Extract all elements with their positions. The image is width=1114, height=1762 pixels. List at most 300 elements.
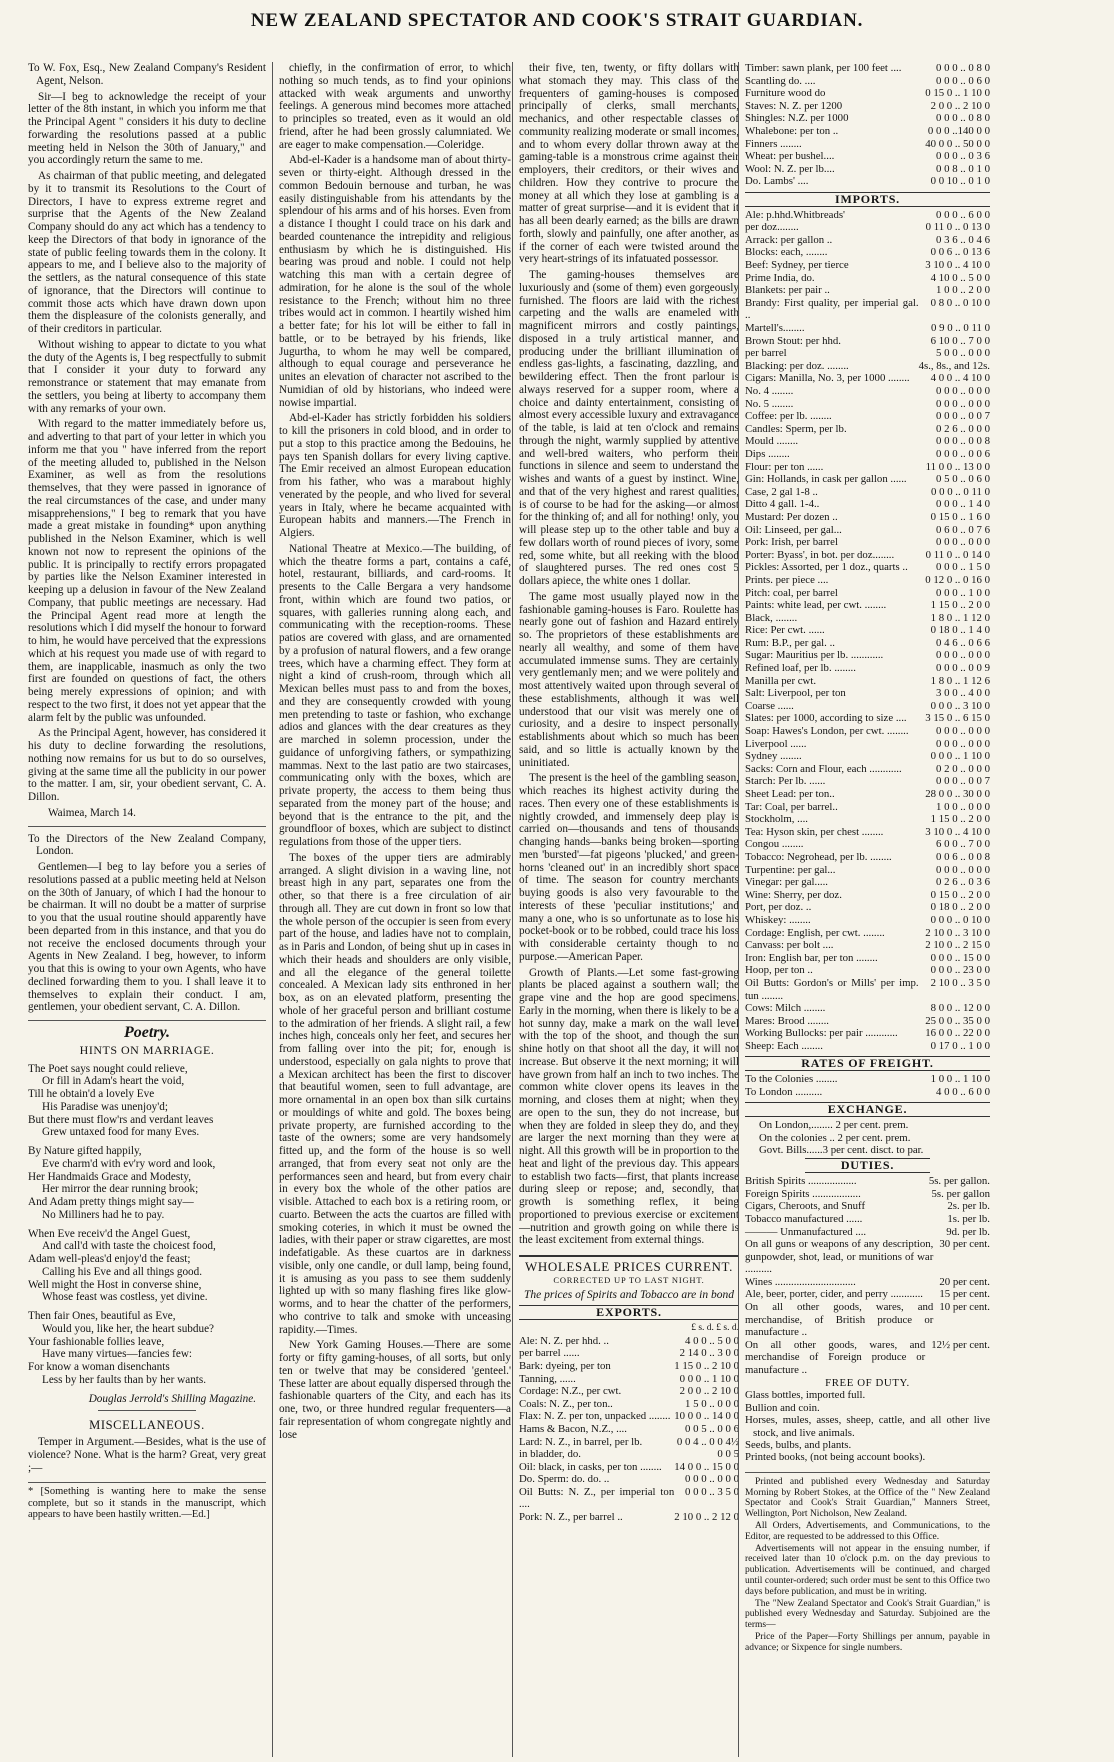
price-row [745,75,990,88]
price-value: 2 10 0 .. 2 15 0 [925,939,990,952]
duty-row [745,1213,990,1226]
duty-rate: 20 per cent. [939,1275,990,1288]
price-value: 0 9 0 .. 0 11 0 [931,322,990,335]
currency-header: £ s. d. £ s. d. [691,1323,739,1333]
price-row [519,1385,739,1398]
price-value: 10 0 0 .. 14 0 0 [674,1410,739,1423]
price-item: Porter: Byass', in bot. per doz........ [745,548,895,561]
price-item: Hams & Bacon, N.Z., .... [519,1422,627,1435]
price-value: 0 0 4 .. 0 0 4½ [676,1435,739,1448]
price-row [745,221,990,234]
duty-item: Wines .............................. [745,1275,856,1288]
price-item: Vinegar: per gal..... [745,876,828,889]
price-value: 0 0 0 ..140 0 0 [927,124,990,137]
letter2-address: To the Directors of the New Zealand Company, London. [28,832,266,858]
article-paragraph: New York Gaming Houses.—There are some forty or fifty gaming-houses, of all sorts, but only ten or twelve that may be considered 'genteel.' These latter are about equally dispersed through the fashionable quarters of the City, and each has its one, two, or three hundred regular frequenters—a fair representation of whom congregate nightly and lose [279,1339,511,1441]
price-item: Soap: Hawes's London, per cwt. ........ [745,725,909,738]
price-value: 0 0 0 .. 0 0 9 [936,662,990,675]
price-item: Pork: N. Z., per barrel .. [519,1511,623,1524]
letter1-paragraph: As the Principal Agent, however, has considered it his duty to decline forwarding the resolutions, nothing now remains for us but to do so ourselves, giving at the same time all the publicity in our power to the matter. I am, sir, your obedient servant, C. A. Dillon. [28,727,266,803]
duty-row [745,1188,990,1201]
free-item: Seeds, bulbs, and plants. [745,1439,852,1451]
price-row [745,813,990,826]
duty-rate: 15 per cent. [939,1288,990,1301]
free-item: Glass bottles, imported full. [745,1389,866,1402]
price-item: Scantling do. .... [745,74,816,87]
price-row [745,1015,990,1028]
duty-item: On all other goods, wares, and merchandise, of British produce or manufacture .. [745,1301,934,1339]
price-row [745,612,990,625]
poem-line: Less by her faults than by her wants. [42,1373,207,1386]
price-item: Finners ........ [745,137,802,150]
price-row [745,473,990,486]
price-row [519,1436,739,1449]
price-row [519,1511,739,1524]
price-item: per barrel [745,347,787,360]
price-item: Blankets: per pair .. [745,284,830,297]
poem [28,1063,266,1387]
price-row [745,649,990,662]
price-value: 0 18 0 .. 1 4 0 [930,624,990,637]
price-row [745,675,990,688]
price-value: 0 0 0 .. 0 0 6 [936,447,990,460]
imprint-line: Price of the Paper—Forty Shillings per annum, payable in advance; or Sixpence for single numbers. [745,1631,990,1653]
price-row [745,939,990,952]
poem-stanza [28,1228,266,1305]
price-row [745,876,990,889]
price-item: Working Bullocks: per pair ............ [745,1027,898,1040]
price-value: 0 0 0 .. 0 0 0 [936,397,990,410]
article-paragraph: their five, ten, twenty, or fifty dollars with what stomach they may. This class of the frequenters of gaming-houses is composed principally of clerks, small merchants, mechanics, and other respectable classes of community realizing moderate or small incomes, and to whom every dollar thrown away at the gaming-table is a monstrous crime against their employers, their creditors, or their wives and children. How they contrive to procure the money at all which they lose at gambling is a matter of great surprise—and it is evident that it has all been dearly earned; as the bills are drawn forth, slowly and painfully, one after another, as if the corner of each were twisted around the very heart-strings of its infatuated possessor. [519,62,739,266]
exchange-line: On the colonies .. 2 per cent. prem. [759,1131,911,1144]
free-item: Printed books, (not being account books). [745,1451,926,1464]
duty-rate: 12½ per cent. [931,1338,990,1351]
price-value: 1 15 0 .. 2 0 0 [930,599,990,612]
price-item: Salt: Liverpool, per ton [745,687,846,700]
price-value: 11 0 0 .. 13 0 0 [925,460,990,473]
price-item: Lard: N. Z., in barrel, per lb. [519,1435,643,1448]
price-item: Coarse ...... [745,699,794,712]
divider [28,1020,266,1021]
price-value: 0 15 0 .. 2 0 0 [930,888,990,901]
price-item: Case, 2 gal 1-8 .. [745,485,818,498]
price-value: 1 8 0 .. 1 12 6 [930,674,990,687]
price-item: Refined loaf, per lb. ........ [745,662,856,675]
price-value: 0 0 0 .. 3 5 0 [685,1485,739,1498]
price-row [745,977,990,1002]
price-row [745,410,990,423]
price-row [745,901,990,914]
price-row [745,851,990,864]
free-item: Bullion and coin. [745,1401,820,1414]
poem-line: His Paradise was unenjoy'd; [42,1100,168,1113]
price-item: Pork: Irish, per barrel [745,536,838,549]
price-value: 4 0 0 .. 6 0 0 [936,1085,990,1098]
price-row [519,1373,739,1386]
price-row [745,1086,990,1099]
price-item: Mustard: Per dozen .. [745,510,838,523]
price-item: Ditto 4 gall. 1-4.. [745,498,820,511]
duty-item: British Spirits .................. [745,1175,857,1188]
imprint-line: Printed and published every Wednesday and Saturday Morning by Robert Stokes, at the Office of the " New Zealand Spectator and Cook's Strait Guardian," Manners Street, Wellington, Port Nicholson, New Zealand. [745,1476,990,1520]
price-value: 4 0 0 .. 5 0 0 [685,1334,739,1347]
price-value: 1 5 0 .. 0 0 0 [685,1397,739,1410]
price-item: Coals: N. Z., per ton.. [519,1397,613,1410]
price-row [745,322,990,335]
price-item: Tobacco: Negrohead, per lb. ........ [745,850,892,863]
price-row [745,536,990,549]
duty-row [745,1200,990,1213]
price-item: Prints. per piece .... [745,573,829,586]
price-value: 0 5 0 .. 0 6 0 [936,473,990,486]
price-value: 4s., 8s., and 12s. [918,359,990,372]
price-value: 0 0 0 .. 0 6 0 [936,74,990,87]
exchange-line: On London,........ 2 per cent. prem. [759,1119,909,1132]
price-value: 16 0 0 .. 22 0 0 [925,1027,990,1040]
price-value: 1 8 0 .. 1 12 0 [930,611,990,624]
masthead: NEW ZEALAND SPECTATOR AND COOK'S STRAIT GUARDIAN. [250,10,864,31]
price-value: 0 0 0 .. 0 8 0 [936,112,990,125]
price-item: Sacks: Corn and Flour, each ............ [745,762,902,775]
prices-heading: WHOLESALE PRICES CURRENT. [519,1255,739,1274]
duty-item: Tobacco manufactured ...... [745,1212,863,1225]
poem-line: And call'd with taste the choicest food, [42,1240,216,1253]
price-item: No. 4 ........ [745,385,794,397]
price-value: 1 15 0 .. 2 10 0 [674,1359,739,1372]
price-row [745,750,990,763]
free-item: Horses, mules, asses, sheep, cattle, and all other live stock, and live animals. [745,1414,990,1439]
price-row [745,163,990,176]
price-item: per doz........ [745,221,799,234]
price-item: Candles: Sperm, per lb. [745,422,847,435]
poem-line: But there must flow'rs and verdant leaves [28,1113,214,1126]
price-item: Brown Stout: per hhd. [745,334,841,347]
footnote: * [Something is wanting here to make the sense complete, but so it stands in the manuscript, which appears to have been hastily written.—Ed.] [28,1482,266,1521]
article-paragraph: The boxes of the upper tiers are admirably arranged. A slight division in a waving line, not breast high in any part, separates one from the other, so that there is a free circulation of air through all. They are cut down in front so low that the whole person of the occupier is seen from every part of the house, and ladies have not to complain, as in Paris and London, of being shut up in cases in which their heads and shoulders are only visible, and all the elegance of the general toilette concealed. A Mexican lady sits enthroned in her box, as on an elevated platform, presenting the whole of her graceful person and brilliant costume to the admiration of her friends. A slight rail, a few inches high, conceals only her feet, and secures her from falling over into the pit; for, enough is understood, especially on gala nights to prove that a Mexican architect has been the first to discover that beautiful women, seen to full advantage, are more ornamental in an open box than silk curtains or mouldings of white and gold. The boxes being private property, are furnished according to the taste of the owners; some are very handsomely fitted up, and the form of the house is so well arranged, that from every seat not only are the performances seen and heard, but from every chair in every box the whole of the other patios are visible. Attached to each box is a retiring room, or cuarto. Between the acts the cuartos are filled with smoking coteries, in which it must be owned the ladies, with their paper or straw cigarettes, are most indefatigable. As these cuartos are in darkness visible, only one candle, or dull lamp, being found, it is amusing as you pass to see them suddenly lighted up with so many flashing fires like glow-worms, and to hear the chatter of the performers, who contrive to talk and smoke with unceasing rapidity.—Times. [279,851,511,1336]
price-value: 0 15 0 .. 1 6 0 [930,510,990,523]
price-value: 0 0 0 .. 0 0 0 [936,725,990,738]
price-row [745,574,990,587]
freight-table [745,1073,990,1098]
price-value: 0 0 10 .. 0 1 0 [930,175,990,188]
price-item: To the Colonies ........ [745,1073,838,1086]
price-row [745,138,990,151]
price-item: Furniture wood do [745,87,826,100]
price-row [519,1473,739,1486]
poem-line: When Eve receiv'd the Angel Guest, [28,1227,191,1240]
price-row [745,738,990,751]
duty-row [745,1175,990,1188]
price-row [745,246,990,259]
price-row [745,927,990,940]
prices-subheading: CORRECTED UP TO LAST NIGHT. [553,1274,705,1285]
price-item: Do. Sperm: do. do. .. [519,1473,610,1486]
price-value: 0 0 0 .. 0 0 7 [936,410,990,423]
letter1-date: Waimea, March 14. [48,806,136,819]
price-item: Paints: white lead, per cwt. ........ [745,599,887,612]
price-row [745,587,990,600]
price-value: 0 0 0 .. 6 0 0 [936,208,990,221]
price-row [745,662,990,675]
price-row [745,511,990,524]
price-value: 0 0 0 .. 23 0 0 [930,964,990,977]
price-value: 2 0 0 .. 2 10 0 [930,99,990,112]
letter1-body [28,91,266,804]
price-row [745,87,990,100]
price-value: 0 0 0 .. 15 0 0 [930,951,990,964]
price-value: 0 11 0 .. 0 14 0 [925,548,990,561]
duty-item: Ale, beer, porter, cider, and perry ............ [745,1288,923,1301]
price-row [745,637,990,650]
price-value: 3 0 0 .. 4 0 0 [936,687,990,700]
price-value: 1 0 0 .. 2 0 0 [936,284,990,297]
price-row [745,150,990,163]
price-item: Oil Butts: Gordon's or Mills' per imp. tun ........ [745,976,919,1002]
price-value: 0 0 0 .. 0 10 0 [930,913,990,926]
imprint [745,1472,990,1654]
poem-line: Or fill in Adam's heart the void, [42,1075,185,1088]
price-value: 0 2 0 .. 0 0 0 [936,762,990,775]
price-value: 0 0 0 .. 1 0 0 [936,586,990,599]
divider [98,1410,196,1411]
column-2 [272,62,511,1757]
price-row [745,175,990,188]
price-item: Manilla per cwt. [745,674,817,687]
price-value: 2 10 0 .. 3 10 0 [925,926,990,939]
price-row [519,1360,739,1373]
poem-line: The Poet says nought could relieve, [28,1062,188,1075]
price-value: 3 15 0 .. 6 15 0 [925,712,990,725]
free-of-duty-list [745,1389,990,1463]
price-row [745,209,990,222]
price-value: 4 10 0 .. 5 0 0 [930,271,990,284]
price-row [745,461,990,474]
price-value: 3 10 0 .. 4 10 0 [925,259,990,272]
price-row [745,826,990,839]
price-row [745,284,990,297]
price-row [745,385,990,398]
price-row [745,62,990,75]
duty-rate: 10 per cent. [939,1301,990,1314]
duty-item: ——— Unmanufactured .... [745,1225,867,1238]
price-item: Martell's........ [745,322,805,335]
price-row [745,599,990,612]
price-row [745,801,990,814]
price-value: 0 0 0 .. 0 0 0 [936,737,990,750]
price-item: Arrack: per gallon .. [745,233,833,246]
price-row [745,125,990,138]
price-row [745,763,990,776]
price-row [745,964,990,977]
imprint-line: All Orders, Advertisements, and Communications, to the Editor, are requested to be addressed to this Office. [745,1521,990,1542]
price-item: per barrel ...... [519,1347,580,1360]
price-item: Coffee: per lb. ........ [745,410,832,423]
duty-row [745,1238,990,1276]
price-value: 0 6 0 .. 0 7 6 [936,523,990,536]
price-value: 6 0 0 .. 7 0 0 [936,838,990,851]
imports-table [745,209,990,1053]
price-value: 0 0 0 .. 0 0 7 [936,775,990,788]
price-value: 0 0 0 .. 1 10 0 [679,1372,739,1385]
price-item: No. 5 ........ [745,397,794,410]
duty-rate: 30 per cent. [939,1238,990,1251]
price-item: Rum: B.P., per gal. .. [745,636,835,649]
price-row [745,952,990,965]
price-item: Staves: N. Z. per 1200 [745,99,843,112]
imprint-line: The "New Zealand Spectator and Cook's Strait Guardian," is published every Wednesday and Saturday. Subjoined are the terms— [745,1598,990,1631]
price-item: Wine: Sherry, per doz. [745,888,842,901]
price-value: 6 10 0 .. 7 0 0 [930,334,990,347]
price-value: 0 0 0 .. 0 0 0 [936,385,990,397]
price-item: Iron: English bar, per ton ........ [745,951,878,964]
poem-line: Her Handmaids Grace and Modesty, [28,1170,191,1183]
price-item: Liverpool ...... [745,737,807,750]
price-item: Oil: black, in casks, per ton ........ [519,1460,662,1473]
poem-line: Grew untaxed food for many Eves. [42,1126,200,1139]
price-item: Whiskey: ........ [745,913,811,926]
price-item: Black, ........ [745,611,798,624]
duty-rate: 5s. per gallon [931,1187,990,1200]
price-row [745,700,990,713]
price-item: Sydney ........ [745,750,802,763]
price-item: Slates: per 1000, according to size .... [745,712,907,725]
price-item: Bark: dyeing, per ton [519,1359,611,1372]
price-row [745,259,990,272]
price-row [745,624,990,637]
price-value: 0 0 0 .. 0 0 8 [936,435,990,448]
duty-row [745,1276,990,1289]
price-item: Dips ........ [745,447,790,460]
column-4 [738,62,990,1757]
price-value: 0 0 0 .. 0 11 0 [931,485,990,498]
letter1-paragraph: Without wishing to appear to dictate to you what the duty of the Agents is, I beg respectfully to submit that I consider it your duty to forward any remonstrance or statement that may emanate from the settlers, you being at liberty to accompany them with any remarks of your own. [28,338,266,415]
price-item: To London .......... [745,1085,823,1098]
article-paragraph: National Theatre at Mexico.—The building, of which the theatre forms a part, contains a café, hotel, restaurant, billiards, and card-rooms. It presents to the Calle Bergara a very handsome front, within which are found two patios, or squares, with galleries running along each, and communicating with the reception-rooms. These patios are covered with glass, and are ornamented by a profusion of natural flowers, and a few orange trees, which have a charming effect. They form at night a kind of crush-room, through which all Mexican belles must pass to and from the boxes, and they are consequently crowded with young men pretending to taste or fashion, who exchange adios and glances with the dear creatures as they are marched in solemn procession, under the guidance of unforgiving fathers, or sympathizing mammas. Next to the last patio are two staircases, communicating only with the boxes, which are private property, the access to them being thus separated from the money part of the house; and beyond that is the entrance to the pit, and the groundfloor of boxes, which are subject to distinct regulations from those of the upper tiers. [279,542,511,848]
price-row [745,687,990,700]
letter1-paragraph: As chairman of that public meeting, and delegated by it to transmit its Resolutions to the Court of Directors, I have to express extreme regret and surprise that the Agents of the New Zealand Company should do any act which has a tendency to keep the Directors of that body in ignorance of the state of public feeling towards them in the colony. It appears to me, and I believe also to the majority of the settlers, as the natural consequence of this state of ignorance, that the Directors will continue to commit those acts which have drawn down upon them the displeasure of the colonists generally, and of their creditors in particular. [28,170,266,335]
price-value: 2 0 0 .. 2 10 0 [679,1385,739,1398]
poem-line: Well might the Host in converse shine, [28,1278,202,1291]
price-item: Timber: sawn plank, per 100 feet .... [745,62,902,74]
price-value: 0 0 0 .. 1 10 0 [930,750,990,763]
price-value: 0 0 5 .. 0 0 6 [685,1422,739,1435]
price-value: 2 14 0 .. 3 0 0 [679,1347,739,1360]
imports-heading: IMPORTS. [745,192,990,207]
price-item: Turpentine: per gal... [745,863,836,876]
poem-line: Her mirror the dear running brook; [42,1183,199,1196]
price-value: 8 0 0 .. 12 0 0 [930,1002,990,1015]
price-item: Prime India, do. [745,271,815,284]
article-paragraph: chiefly, in the confirmation of error, to which nothing so much tends, as to find your opinions attacked with weak arguments and unworthy feelings. A generous mind becomes more attached to principles so treated, even as it would an old friend, after he had been grossly calumniated. We are eager to make compensation.—Coleridge. [279,62,511,151]
price-row [519,1398,739,1411]
price-value: 14 0 0 .. 15 0 0 [674,1460,739,1473]
price-row [745,435,990,448]
price-row [519,1347,739,1360]
price-row [745,864,990,877]
price-row [519,1461,739,1474]
duty-rate: 1s. per lb. [947,1212,990,1225]
price-item: Sugar: Mauritius per lb. ............ [745,649,884,662]
price-item: Blocks: each, ........ [745,246,828,259]
price-item: Shingles: N.Z. per 1000 [745,112,849,125]
poem-line: Calling his Eve and all things good. [42,1265,203,1278]
price-row [745,561,990,574]
duty-item: On all other goods, wares, and merchandise of Foreign produce or manufacture .. [745,1338,926,1377]
price-item: Wheat: per bushel.... [745,150,835,163]
price-value: 1 0 0 .. 1 10 0 [930,1073,990,1086]
price-row [519,1423,739,1436]
poem-line: Whose feast was costless, yet divine. [42,1291,208,1304]
price-value: 0 12 0 .. 0 16 0 [925,573,990,586]
poem-line: Adam well-pleas'd enjoy'd the feast; [28,1253,191,1265]
price-row [745,360,990,373]
price-value: 0 0 0 .. 0 0 0 [936,863,990,876]
price-row [745,788,990,801]
duty-rate: 5s. per gallon. [928,1175,990,1188]
freight-heading: RATES OF FREIGHT. [745,1056,990,1071]
price-row [745,889,990,902]
price-value: 1 15 0 .. 2 0 0 [930,813,990,826]
poem-line: No Milliners had he to pay. [42,1208,165,1221]
price-item: Pitch: coal, per barrel [745,586,838,599]
letter1-paragraph: Sir—I beg to acknowledge the receipt of your letter of the 8th instant, in which you inform me that the Principal Agent " considers it his duty to decline forwarding the resolutions passed at a public meeting held in Nelson the 30th of January," and you accordingly return the same to me. [28,90,266,167]
price-row [745,1027,990,1040]
duties-list [745,1175,990,1377]
price-row [745,914,990,927]
price-value: 0 0 0 .. 0 8 0 [936,62,990,74]
price-item: Wool: N. Z. per lb.... [745,162,835,175]
duty-item: Foreign Spirits .................. [745,1187,861,1200]
price-row [745,712,990,725]
price-value: 0 4 6 .. 0 6 6 [936,636,990,649]
price-value: 4 0 0 .. 4 10 0 [930,372,990,385]
price-value: 0 0 6 .. 0 13 6 [930,246,990,259]
price-value: 3 10 0 .. 4 10 0 [925,825,990,838]
price-item: Mares: Brood ........ [745,1014,829,1027]
price-value: 0 17 0 .. 1 0 0 [930,1039,990,1052]
price-value: 0 0 0 .. 0 0 0 [936,536,990,549]
poem-attribution: Douglas Jerrold's Shilling Magazine. [88,1392,256,1405]
price-row [745,524,990,537]
article-paragraph: Abd-el-Kader has strictly forbidden his soldiers to kill the prisoners in cold blood, and in order to put a stop to this practice among the Bedouins, he pays ten Spanish dollars for every living captive. The Emir received an almost European education from his father, who was a marabout highly venerated by the people, and who lived for several years in Italy, where he became acquainted with European habits and manners.—The French in Algiers. [279,412,511,539]
duty-rate: 2s. per lb. [947,1200,990,1213]
price-item: Gin: Hollands, in cask per gallon ...... [745,473,907,486]
price-item: Oil Butts: N. Z., per imperial ton .... [519,1485,675,1511]
price-item: Cows: Milch ........ [745,1002,826,1015]
article-paragraph: The present is the heel of the gambling season, which reaches its highest activity during the races. Then every one of these establishments is nightly crowded, and immensely deep play is carried on—thousands and tens of thousands changing hands—banks being broken—sporting men 'bursted'—fat pigeons 'plucked,' and green-horns 'cleaned out' in an incredibly short space of time. The season for country merchants buying goods is also very favourable to the interests of these 'peculiar institutions;' and many a one, who is so unfortunate as to lose his pocket-book or to be robbed, could trace his loss with considerable certainty though to no purpose.—American Paper. [519,772,739,963]
poem-line: Then fair Ones, beautiful as Eve, [28,1310,176,1322]
price-value: 0 2 6 .. 0 3 6 [936,876,990,889]
price-item: in bladder, do. [519,1448,581,1461]
price-item: Flour: per ton ...... [745,460,824,473]
article-paragraph: Growth of Plants.—Let some fast-growing plants be placed against a southern wall; the grape vine and the hop are good specimens. Early in the morning, when there is likely to be a hot sunny day, make a mark on the wall level with the top of the shoot, and though the sun shine hotly on that shoot all the day, it will not increase. But observe it the next morning; it will have grown from half an inch to two inches. The common white clover opens its leaves in the morning, and closes them at night; when they are open to the sun, they do not increase, but when they are folded in sleep they do, and they are larger the next morning than they were at night. All this growth will be in proportion to the heat and light of the previous day. This appears to establish two facts—first, that plants increase during sleep or repose; and, secondly, that growth is something reflex, it being proportioned to previous exercise or excitement—nutrition and growth going on while there is the least excitement from external things. [519,966,739,1247]
free-of-duty-heading: FREE OF DUTY. [825,1376,910,1389]
exports-table [519,1335,739,1524]
duty-item: On all guns or weapons of any description, gunpowder, shot, lead, or munitions of war .......... [745,1238,934,1276]
exchange-list [745,1119,990,1156]
price-value: 1 0 0 .. 0 0 0 [936,800,990,813]
letter1-paragraph: With regard to the matter immediately before us, and adverting to that part of your letter in which you inform me that you " have inferred from the report of the meeting alluded to, published in the Nelson Examiner, as well as from the resolutions themselves, that they were passed in ignorance of the real circumstances of the case, and under many misapprehensions," I beg to remark that you have made a great mistake in founding* upon anything published in the Nelson Examiner, which is well known not now to represent the opinions of the public. It is principally to rectify errors propagated by parties like the Nelson Examiner interested in keeping up a delusion in favour of the New Zealand Company, that public meetings are necessary. Had the Principal Agent read more at length the resolutions which I did myself the honour to forward to him, he would have perceived that the expressions which at his request you made use of with regard to them, are inapplicable, inasmuch as only the two first are founded on questions of fact, the others being merely expressions of opinion; and with respect to the two first, it does not yet appear that the alarm felt by the public was unfounded. [28,418,266,724]
letter2-body: Gentlemen—I beg to lay before you a series of resolutions passed at a public meeting held at Nelson on the 30th of January, of which I had the honour to be chairman. It will no doubt be a matter of surprise to you that the usual routine should apparently have been departed from in this instance, and that you do not receive the enclosed documents through your Agents in New Zealand. I beg, however, to inform you that this is owing to your own Agents, who have declined forwarding them to you. I shall leave it to themselves to explain their conduct. I am, gentlemen, your obedient servant, C. A. Dillon. [28,861,266,1014]
price-item: Sheet Lead: per ton.. [745,788,835,800]
poem-stanza [28,1145,266,1222]
price-row [745,486,990,499]
poem-line: By Nature gifted happily, [28,1145,142,1157]
column-3-body [519,62,739,1247]
price-item: Flax: N. Z. per ton, unpacked ........ [519,1410,671,1423]
duty-row [745,1301,990,1339]
price-value: 0 0 0 .. 0 3 6 [936,150,990,163]
